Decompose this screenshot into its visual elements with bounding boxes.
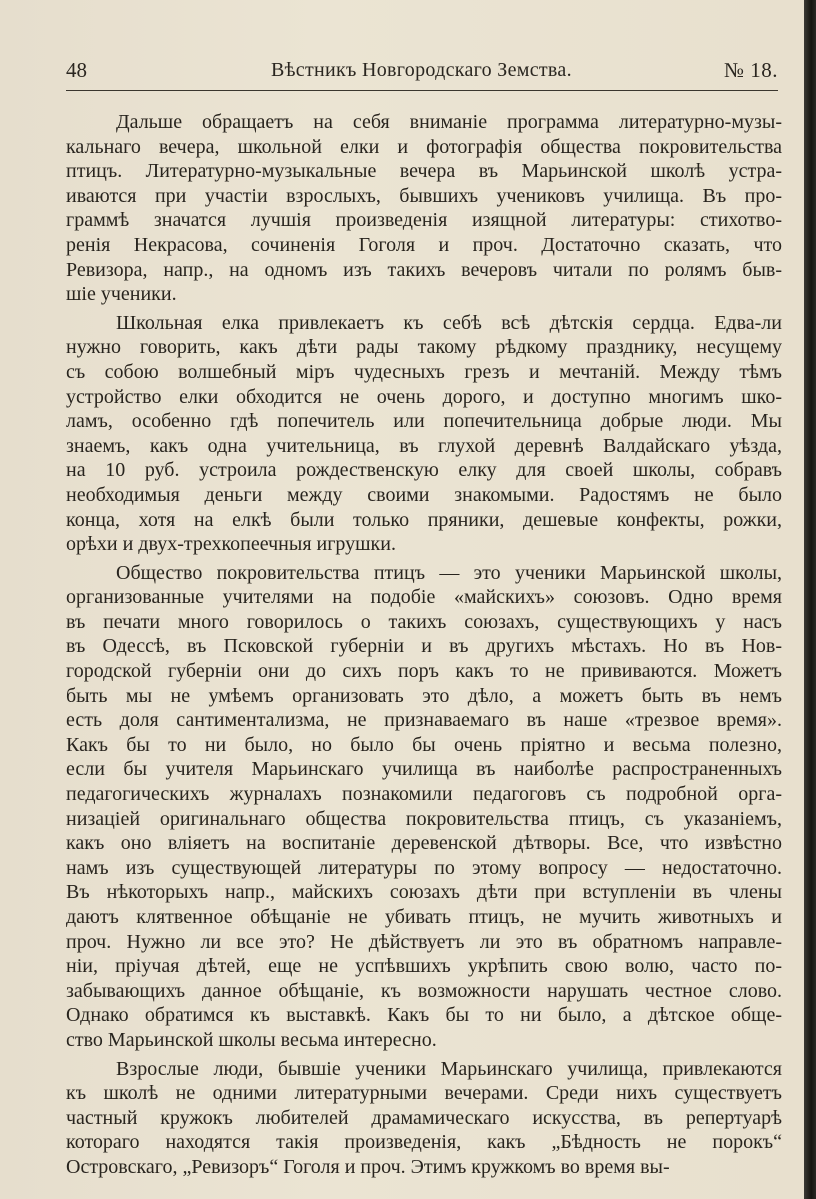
text-line: въ Одессѣ, въ Псковской губерніи и въ другихъ мѣстахъ. Но въ Нов-: [66, 635, 782, 658]
text-line: съ собою волшебный міръ чудесныхъ грезъ и мечтаній. Между тѣмъ: [66, 360, 782, 383]
text-line: педагогическихъ журналахъ познакомили педагоговъ съ подробной орга-: [66, 783, 782, 806]
text-line: устройство елки обходится не очень дорого, и доступно многимъ шко-: [66, 385, 782, 408]
paragraph: [66, 561, 782, 1053]
header-rule: [66, 90, 778, 91]
text-line: къ школѣ не одними литературными вечерами. Среди нихъ существуетъ: [66, 1082, 782, 1105]
text-line: Однако обратимся къ выставкѣ. Какъ бы то ни было, а дѣтское обще-: [66, 1004, 782, 1027]
text-line: Ревизора, напр., на одномъ изъ такихъ вечеровъ читали по ролямъ быв-: [66, 258, 782, 281]
text-line: конца, хотя на елкѣ были только пряники, дешевые конфекты, рожки,: [66, 508, 782, 531]
text-line: Въ нѣкоторыхъ напр., майскихъ союзахъ дѣти при вступленіи въ члены: [66, 881, 782, 904]
text-line: шіе ученики.: [66, 283, 177, 306]
text-line: граммѣ значатся лучшія произведенія изящной литературы: стихотво-: [66, 209, 782, 232]
text-line: ренія Некрасова, сочиненія Гоголя и проч. Достаточно сказать, что: [66, 233, 782, 256]
text-line: нужно говорить, какъ дѣти рады такому рѣдкому празднику, несущему: [66, 336, 782, 359]
text-line: Общество покровительства птицъ — это ученики Марьинской школы,: [116, 561, 782, 584]
book-binding-edge: [804, 0, 816, 1199]
text-line: забывающихъ данное обѣщаніе, къ возможности нарушать честное слово.: [66, 979, 782, 1002]
text-line: Дальше обращаетъ на себя вниманіе программа литературно-музы-: [116, 111, 782, 133]
article-body: [66, 110, 782, 1180]
text-line: ламъ, особенно гдѣ попечитель или попечительница добрые люди. Мы: [66, 410, 782, 433]
journal-title: Вѣстникъ Новгородскаго Земства.: [271, 59, 572, 81]
text-line: какъ оно вліяетъ на воспитаніе деревенской дѣтворы. Все, что извѣстно: [66, 832, 782, 855]
text-line: иваются при участіи взрослыхъ, бывшихъ учениковъ училища. Въ про-: [66, 184, 782, 207]
text-line: кальнаго вечера, школьной елки и фотографія общества покровительства: [66, 135, 782, 158]
text-line: проч. Нужно ли все это? Не дѣйствуетъ ли это въ обратномъ направле-: [66, 930, 782, 953]
text-line: организованные учителями на подобіе «майскихъ» союзовъ. Одно время: [66, 586, 782, 609]
text-line: даютъ клятвенное обѣщаніе не убивать птицъ, не мучить животныхъ и: [66, 906, 782, 928]
text-line: низацiей оригинальнаго общества покровительства птицъ, съ указаніемъ,: [66, 807, 782, 830]
text-line: птицъ. Литературно-музыкальные вечера въ Марьинской школѣ устра-: [66, 160, 782, 183]
text-line: Школьная елка привлекаетъ къ себѣ всѣ дѣтскія сердца. Едва-ли: [116, 311, 782, 334]
paragraph: [66, 311, 782, 557]
text-line: ніи, пріучая дѣтей, еще не успѣвшихъ укрѣпить свою волю, часто по-: [66, 955, 782, 978]
text-line: орѣхи и двух-трехкопеечныя игрушки.: [66, 533, 396, 556]
page-number: 48: [66, 58, 87, 82]
text-line: котораго находятся такія произведенія, какъ „Бѣдность не порокъ“: [66, 1131, 782, 1154]
text-line: знаемъ, какъ одна учительница, въ глухой деревнѣ Валдайскаго уѣзда,: [66, 434, 782, 457]
text-line: Взрослые люди, бывшіе ученики Марьинскаго училища, привлекаются: [116, 1057, 782, 1080]
text-line: на 10 руб. устроила рождественскую елку для своей школы, собравъ: [66, 459, 782, 482]
text-line: намъ изъ существующей литературы по этому вопросу — недостаточно.: [66, 856, 782, 879]
text-line: Островскаго, „Ревизоръ“ Гоголя и проч. Этимъ кружкомъ во время вы-: [66, 1155, 670, 1178]
text-line: есть доля сантиментализма, не признаваемаго въ наше «трезвое время».: [66, 709, 782, 732]
paragraph: [66, 110, 782, 307]
text-line: Какъ бы то ни было, но было бы очень пріятно и весьма полезно,: [66, 733, 782, 756]
text-line: ство Марьинской школы весьма интересно.: [66, 1028, 437, 1051]
paragraph: [66, 1057, 782, 1180]
text-line: въ печати много говорилось о такихъ союзахъ, существующихъ у насъ: [66, 610, 782, 633]
running-header: [66, 58, 778, 88]
text-line: быть мы не умѣемъ организовать это дѣло, а можетъ быть въ немъ: [66, 684, 782, 707]
text-line: городской губерніи они до сихъ поръ какъ то не прививаются. Можетъ: [66, 660, 782, 683]
text-line: частный кружокъ любителей драмамическаго искусства, въ репертуарѣ: [66, 1106, 782, 1129]
issue-number: № 18.: [723, 58, 778, 82]
text-line: если бы учителя Марьинскаго училища въ наиболѣе распространенныхъ: [66, 758, 782, 781]
text-line: необходимыя деньги между своими знакомыми. Радостямъ не было: [66, 483, 782, 506]
